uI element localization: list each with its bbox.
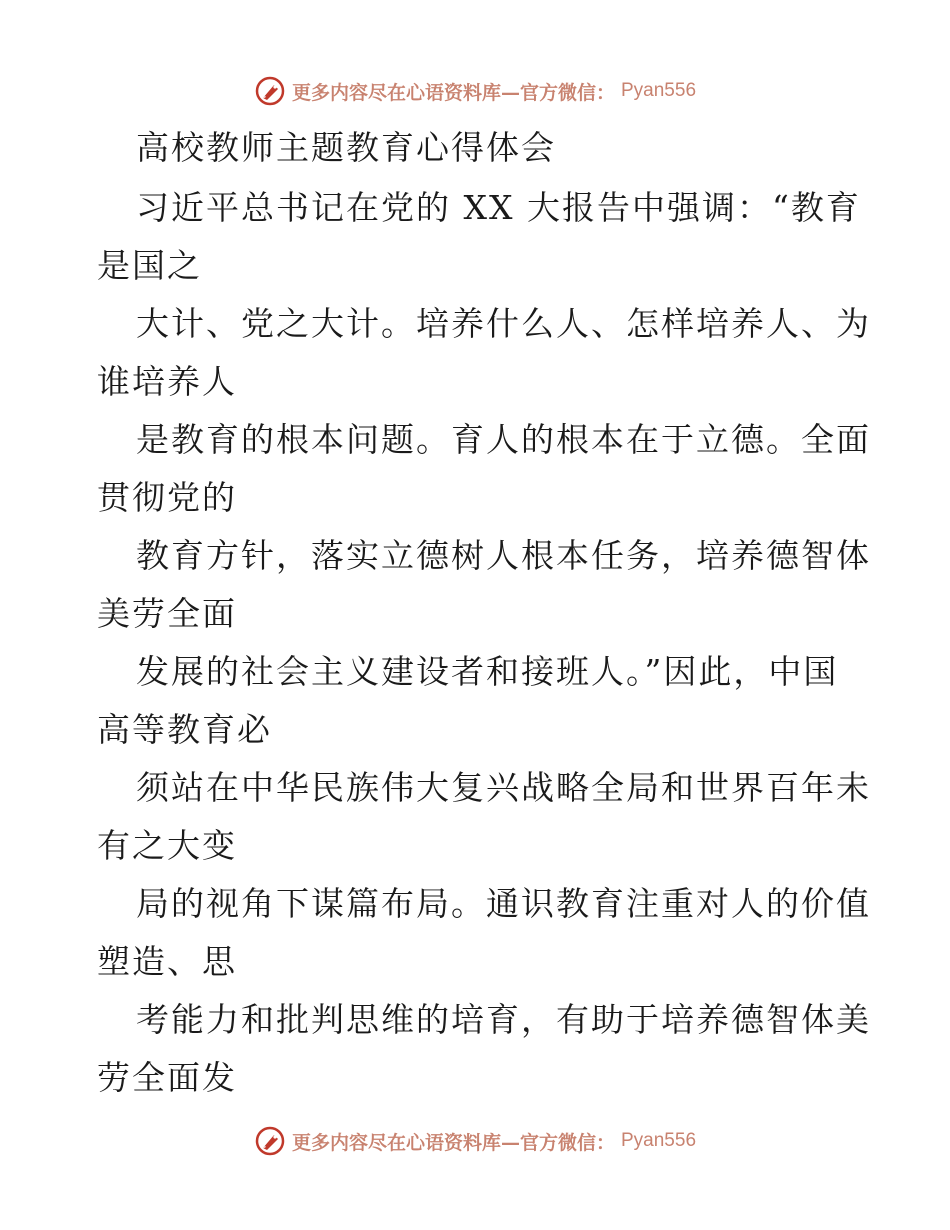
paragraph-line: 考能力和批判思维的培育，有助于培养德智体美 <box>136 1000 871 1039</box>
paragraph-line: 劳全面发 <box>97 1058 237 1097</box>
paragraph-line: 是教育的根本问题。育人的根本在于立德。全面 <box>136 420 871 459</box>
paragraph-line: 有之大变 <box>97 826 237 865</box>
paragraph-line: 高等教育必 <box>97 710 272 749</box>
paragraph-line: 习近平总书记在党的 XX 大报告中强调：“教育 <box>136 188 861 227</box>
pen-nib-logo-icon <box>254 75 286 107</box>
header-banner-content <box>254 75 696 107</box>
pen-nib-logo-icon <box>254 1125 286 1157</box>
footer-banner-text: 更多内容尽在心语资料库—官方微信： <box>291 1131 615 1154</box>
footer-banner-content <box>254 1125 696 1157</box>
paragraph-line: 局的视角下谋篇布局。通识教育注重对人的价值 <box>136 884 871 923</box>
header-banner-text: 更多内容尽在心语资料库—官方微信： <box>291 81 615 104</box>
header-banner-wechat: Pyan556 <box>621 80 697 101</box>
footer-banner-wechat: Pyan556 <box>621 1130 697 1151</box>
paragraph-line: 发展的社会主义建设者和接班人。”因此，中国 <box>136 652 839 691</box>
paragraph-line: 是国之 <box>97 246 202 285</box>
header-banner <box>0 71 950 111</box>
paragraph-line: 教育方针，落实立德树人根本任务，培养德智体 <box>136 536 871 575</box>
paragraph-line: 须站在中华民族伟大复兴战略全局和世界百年未 <box>136 768 871 807</box>
paragraph-line: 谁培养人 <box>97 362 237 401</box>
paragraph-line: 美劳全面 <box>97 594 237 633</box>
paragraph-line: 大计、党之大计。培养什么人、怎样培养人、为 <box>136 304 871 343</box>
document-title: 高校教师主题教育心得体会 <box>136 128 556 167</box>
paragraph-line: 塑造、思 <box>97 942 237 981</box>
footer-banner <box>0 1121 950 1161</box>
paragraph-line: 贯彻党的 <box>97 478 237 517</box>
